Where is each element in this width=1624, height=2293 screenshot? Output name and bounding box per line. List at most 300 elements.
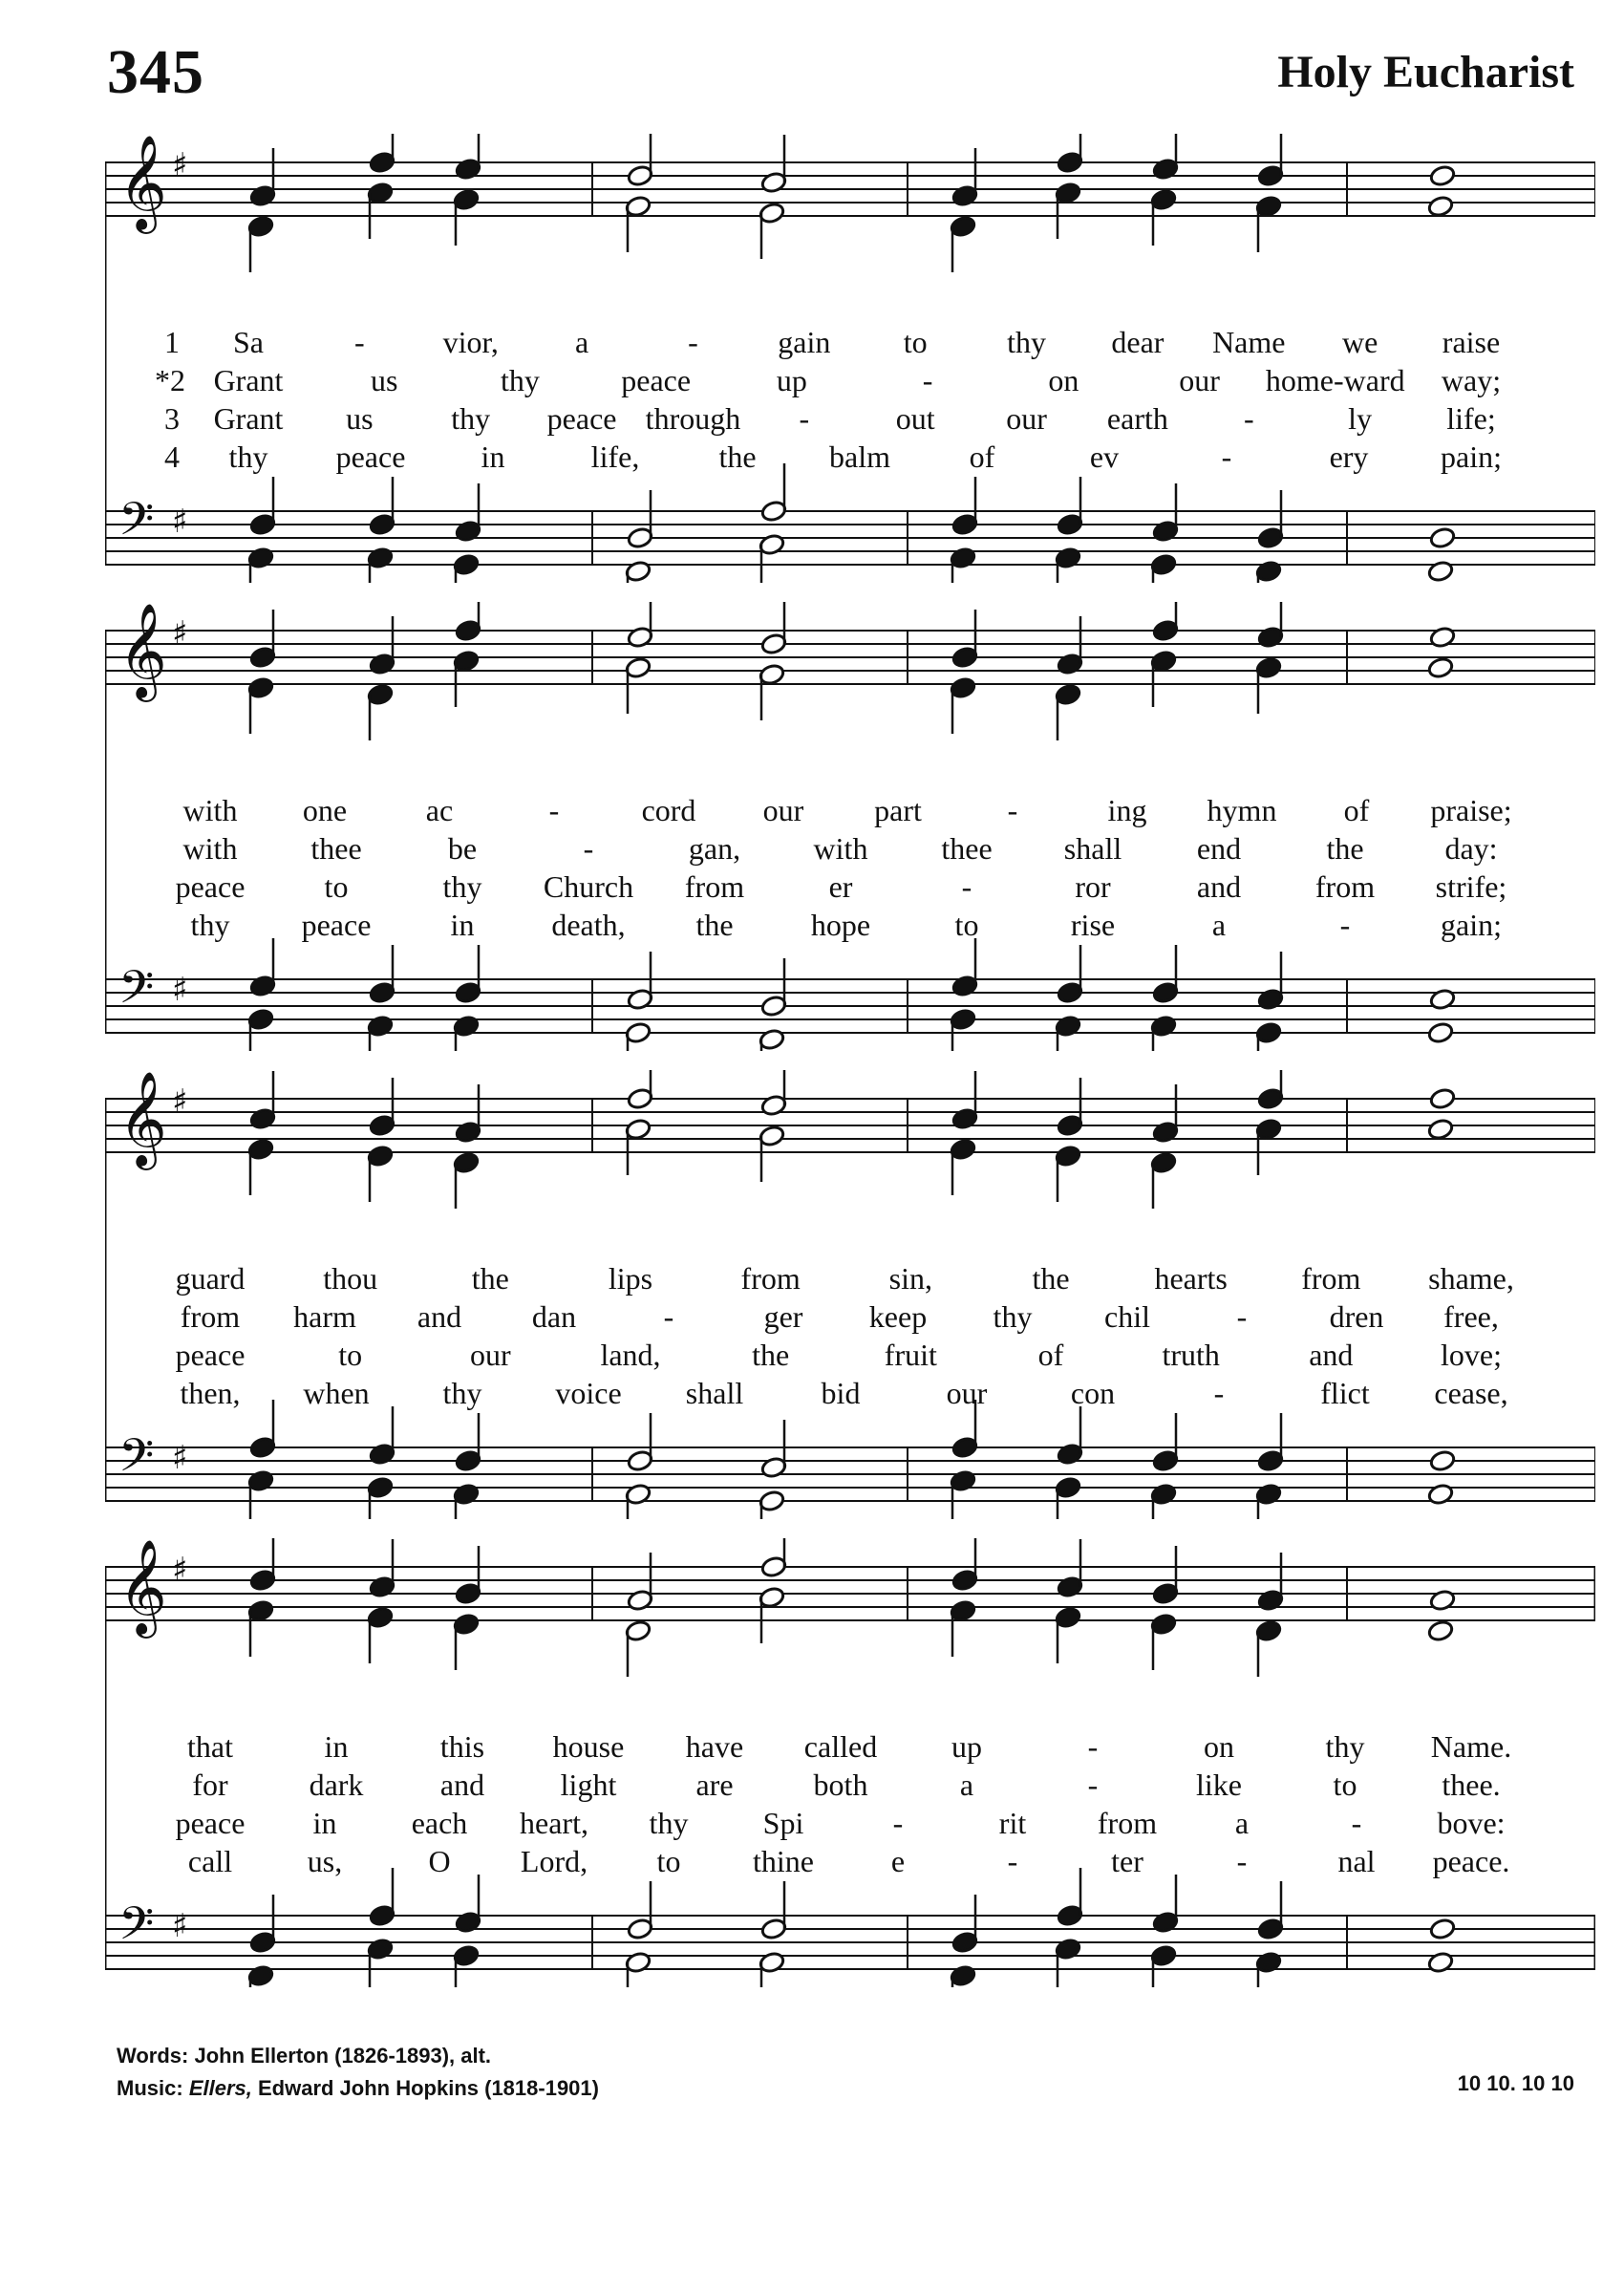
note-icon bbox=[247, 215, 274, 272]
verse-lyrics bbox=[105, 325, 1595, 487]
syllable: we bbox=[1341, 325, 1378, 359]
syllable: bid bbox=[821, 1376, 861, 1410]
note-icon bbox=[1427, 1021, 1454, 1044]
syllable: the bbox=[718, 439, 757, 474]
note-icon bbox=[1057, 1078, 1083, 1137]
lyric-line bbox=[105, 439, 1595, 478]
syllable: to bbox=[324, 869, 349, 904]
hyphen: - bbox=[1221, 439, 1232, 474]
note-icon bbox=[1152, 602, 1179, 642]
syllable: voice bbox=[555, 1376, 622, 1410]
note-icon bbox=[1429, 988, 1456, 1011]
syllable: er bbox=[828, 869, 853, 904]
syllable: life; bbox=[1446, 401, 1496, 436]
section-title: Holy Eucharist bbox=[1277, 47, 1574, 97]
syllable: and bbox=[439, 1768, 485, 1802]
bass-clef-icon: 𝄢 bbox=[118, 1428, 155, 1493]
note-icon bbox=[249, 1538, 276, 1592]
note-icon bbox=[759, 202, 785, 259]
bass-clef-icon: 𝄢 bbox=[118, 1897, 155, 1961]
note-icon bbox=[1152, 1546, 1179, 1605]
lyric-line bbox=[105, 363, 1595, 401]
lyric-line bbox=[105, 401, 1595, 439]
verse-number: *2 bbox=[155, 363, 185, 397]
note-icon bbox=[453, 650, 480, 707]
syllable: shame, bbox=[1428, 1261, 1514, 1296]
meter: 10 10. 10 10 bbox=[1457, 2071, 1574, 2095]
hyphen: - bbox=[892, 1806, 904, 1840]
note-icon bbox=[1255, 1118, 1282, 1175]
syllable: called bbox=[803, 1729, 878, 1764]
sharp-icon: ♯ bbox=[172, 971, 188, 1009]
note-icon bbox=[1255, 560, 1282, 583]
treble-clef-icon: 𝄞 bbox=[118, 135, 167, 230]
note-icon bbox=[1429, 1589, 1456, 1612]
note-icon bbox=[1429, 1918, 1456, 1940]
syllable: day: bbox=[1444, 831, 1498, 866]
syllable: have bbox=[685, 1729, 744, 1764]
syllable: to bbox=[656, 1844, 681, 1878]
note-icon bbox=[1257, 490, 1284, 549]
verse-number: 3 bbox=[164, 401, 180, 436]
syllable: a bbox=[1211, 908, 1227, 942]
note-icon bbox=[247, 1964, 274, 1987]
syllable: guard bbox=[175, 1261, 246, 1296]
lyric-line bbox=[105, 1299, 1595, 1338]
syllable: for bbox=[192, 1768, 228, 1802]
syllable: Name. bbox=[1430, 1729, 1512, 1764]
syllable: our bbox=[1179, 363, 1220, 397]
words-credit bbox=[117, 2040, 599, 2072]
syllable: from bbox=[684, 869, 745, 904]
syllable: on bbox=[1204, 1729, 1234, 1764]
syllable: house bbox=[552, 1729, 625, 1764]
note-icon bbox=[625, 1021, 652, 1051]
lyric-line bbox=[105, 831, 1595, 869]
note-icon bbox=[367, 1476, 394, 1519]
syllable: peace. bbox=[1432, 1844, 1510, 1878]
note-icon bbox=[625, 1619, 652, 1677]
syllable: our bbox=[762, 793, 804, 827]
syllable: keep bbox=[868, 1299, 928, 1334]
note-icon bbox=[1055, 1606, 1081, 1663]
syllable: thy bbox=[1325, 1729, 1365, 1764]
syllable: bove: bbox=[1437, 1806, 1506, 1840]
syllable: Name bbox=[1212, 325, 1286, 359]
hyphen: - bbox=[961, 869, 972, 904]
syllable: thee. bbox=[1442, 1768, 1501, 1802]
note-icon bbox=[1055, 1476, 1081, 1519]
music-composer: Edward John Hopkins (1818-1901) bbox=[257, 2076, 599, 2100]
syllable: flict bbox=[1320, 1376, 1370, 1410]
note-icon bbox=[1257, 952, 1284, 1011]
note-icon bbox=[1255, 1021, 1282, 1051]
syllable: shall bbox=[1063, 831, 1122, 866]
note-icon bbox=[1057, 616, 1083, 675]
hymn-number: 345 bbox=[107, 37, 204, 107]
sharp-icon: ♯ bbox=[172, 1907, 188, 1945]
note-icon bbox=[1429, 626, 1456, 649]
syllable: hymn bbox=[1207, 793, 1277, 827]
hyphen: - bbox=[1236, 1844, 1248, 1878]
treble-clef-icon: 𝄞 bbox=[118, 1071, 167, 1167]
syllable: sin, bbox=[888, 1261, 932, 1296]
syllable: raise bbox=[1442, 325, 1501, 359]
syllable: through bbox=[645, 401, 741, 436]
note-icon bbox=[1427, 1118, 1454, 1141]
syllable: con bbox=[1070, 1376, 1116, 1410]
syllable: lips bbox=[608, 1261, 653, 1296]
syllable: thine bbox=[753, 1844, 814, 1878]
note-icon bbox=[369, 1539, 395, 1598]
syllable: ery bbox=[1329, 439, 1369, 474]
music-label: Music: bbox=[117, 2076, 183, 2100]
note-icon bbox=[625, 560, 652, 583]
note-icon bbox=[369, 1078, 395, 1137]
sharp-icon: ♯ bbox=[172, 1551, 188, 1589]
note-icon bbox=[759, 1586, 785, 1643]
note-icon bbox=[453, 1944, 480, 1987]
note-icon bbox=[950, 676, 976, 734]
syllable: dren bbox=[1329, 1299, 1384, 1334]
note-icon bbox=[1427, 656, 1454, 679]
syllable: ing bbox=[1107, 793, 1147, 827]
syllable: then, bbox=[180, 1376, 241, 1410]
syllable: dan bbox=[531, 1299, 577, 1334]
note-icon bbox=[1257, 1553, 1284, 1612]
syllable: thy bbox=[442, 1376, 482, 1410]
sharp-icon: ♯ bbox=[172, 614, 188, 653]
syllable: O bbox=[428, 1844, 451, 1878]
syllable: our bbox=[1006, 401, 1047, 436]
note-icon bbox=[1055, 1938, 1081, 1987]
treble-staff bbox=[105, 603, 1595, 702]
syllable: with bbox=[182, 793, 238, 827]
syllable: free, bbox=[1443, 1299, 1499, 1334]
syllable: on bbox=[1048, 363, 1079, 397]
syllable: peace bbox=[175, 1338, 246, 1372]
bass-clef-icon: 𝄢 bbox=[118, 492, 155, 557]
syllable: from bbox=[1301, 1261, 1361, 1296]
note-icon bbox=[367, 1606, 394, 1663]
note-icon bbox=[455, 483, 481, 543]
note-icon bbox=[950, 1964, 976, 1987]
syllable: strife; bbox=[1435, 869, 1507, 904]
syllable: the bbox=[1326, 831, 1364, 866]
syllable: one bbox=[302, 793, 348, 827]
syllable: home-ward bbox=[1265, 363, 1405, 397]
note-icon bbox=[453, 553, 480, 583]
note-icon bbox=[367, 683, 394, 740]
note-icon bbox=[627, 602, 653, 649]
note-icon bbox=[950, 1008, 976, 1051]
hyphen: - bbox=[922, 363, 933, 397]
treble-clef-icon: 𝄞 bbox=[118, 603, 167, 698]
note-icon bbox=[760, 602, 787, 655]
syllable: and bbox=[417, 1299, 462, 1334]
note-icon bbox=[759, 663, 785, 720]
syllable: to bbox=[903, 325, 928, 359]
syllable: from bbox=[740, 1261, 801, 1296]
note-icon bbox=[1427, 1951, 1454, 1974]
syllable: and bbox=[1196, 869, 1242, 904]
note-icon bbox=[1055, 683, 1081, 740]
syllable: out bbox=[895, 401, 935, 436]
note-icon bbox=[627, 134, 653, 187]
hyphen: - bbox=[1007, 1844, 1018, 1878]
syllable: thou bbox=[323, 1261, 378, 1296]
syllable: thy bbox=[649, 1806, 689, 1840]
syllable: hearts bbox=[1154, 1261, 1228, 1296]
note-icon bbox=[453, 1613, 480, 1670]
syllable: call bbox=[187, 1844, 233, 1878]
syllable: the bbox=[695, 908, 734, 942]
syllable: and bbox=[1309, 1338, 1354, 1372]
syllable: of bbox=[1343, 793, 1370, 827]
note-icon bbox=[760, 1538, 787, 1578]
note-icon bbox=[249, 148, 276, 207]
treble-staff bbox=[105, 135, 1595, 234]
syllable: rise bbox=[1070, 908, 1116, 942]
syllable: Grant bbox=[213, 401, 284, 436]
note-icon bbox=[951, 1071, 978, 1130]
syllable: us bbox=[370, 363, 398, 397]
note-icon bbox=[247, 1008, 274, 1051]
syllable: to bbox=[954, 908, 979, 942]
note-icon bbox=[759, 1489, 785, 1519]
music-system bbox=[105, 134, 1595, 583]
bass-staff bbox=[105, 492, 1595, 565]
words-label: Words: bbox=[117, 2044, 189, 2068]
hyphen: - bbox=[1243, 401, 1254, 436]
hyphen: - bbox=[583, 831, 594, 866]
lyric-line bbox=[105, 1806, 1595, 1844]
sharp-icon: ♯ bbox=[172, 1082, 188, 1121]
syllable: harm bbox=[293, 1299, 356, 1334]
syllable: to bbox=[338, 1338, 363, 1372]
syllable: death, bbox=[551, 908, 626, 942]
syllable: Grant bbox=[213, 363, 284, 397]
syllable: life, bbox=[590, 439, 640, 474]
note-icon bbox=[625, 195, 652, 252]
note-icon bbox=[247, 1138, 274, 1195]
syllable: rit bbox=[998, 1806, 1027, 1840]
syllable: are bbox=[695, 1768, 734, 1802]
syllable: thee bbox=[941, 831, 993, 866]
note-icon bbox=[455, 134, 481, 181]
note-icon bbox=[760, 135, 787, 194]
syllable: up bbox=[776, 363, 807, 397]
syllable: this bbox=[439, 1729, 485, 1764]
note-icon bbox=[760, 1070, 787, 1117]
note-icon bbox=[249, 610, 276, 669]
syllable: dear bbox=[1111, 325, 1165, 359]
note-icon bbox=[1152, 483, 1179, 543]
sharp-icon: ♯ bbox=[172, 1439, 188, 1477]
lyric-line bbox=[105, 1376, 1595, 1414]
note-icon bbox=[627, 490, 653, 549]
note-icon bbox=[1257, 134, 1284, 187]
note-icon bbox=[627, 1553, 653, 1612]
syllable: vior, bbox=[442, 325, 499, 359]
syllable: fruit bbox=[884, 1338, 937, 1372]
syllable: our bbox=[946, 1376, 988, 1410]
note-icon bbox=[1152, 1084, 1179, 1144]
music-credit bbox=[117, 2072, 599, 2105]
syllable: of bbox=[1037, 1338, 1064, 1372]
note-icon bbox=[1057, 1539, 1083, 1598]
hyphen: - bbox=[1339, 908, 1351, 942]
syllable: shall bbox=[685, 1376, 744, 1410]
bass-staff bbox=[105, 960, 1595, 1033]
note-icon bbox=[247, 676, 274, 734]
syllable: with bbox=[182, 831, 238, 866]
syllable: ror bbox=[1075, 869, 1111, 904]
treble-clef-icon: 𝄞 bbox=[118, 1539, 167, 1635]
hyphen: - bbox=[1007, 793, 1018, 827]
verse-lyrics bbox=[105, 793, 1595, 955]
hyphen: - bbox=[1087, 1768, 1099, 1802]
syllable: e bbox=[890, 1844, 906, 1878]
lyric-line bbox=[105, 869, 1595, 908]
note-icon bbox=[247, 1599, 274, 1657]
syllable: from bbox=[180, 1299, 241, 1334]
syllable: like bbox=[1196, 1768, 1242, 1802]
syllable: hope bbox=[810, 908, 871, 942]
syllable: nal bbox=[1337, 1844, 1376, 1878]
note-icon bbox=[1257, 602, 1284, 649]
verse-lyrics bbox=[105, 1261, 1595, 1424]
note-icon bbox=[627, 952, 653, 1011]
note-icon bbox=[759, 533, 785, 583]
syllable: up bbox=[951, 1729, 982, 1764]
lyric-line bbox=[105, 325, 1595, 363]
syllable: of bbox=[969, 439, 995, 474]
note-icon bbox=[249, 1895, 276, 1954]
syllable: peace bbox=[546, 401, 617, 436]
hyphen: - bbox=[1236, 1299, 1248, 1334]
syllable: thy bbox=[500, 363, 540, 397]
verse-number: 4 bbox=[164, 439, 180, 474]
note-icon bbox=[455, 1546, 481, 1605]
verse-number: 1 bbox=[164, 325, 180, 359]
note-icon bbox=[1427, 1619, 1454, 1642]
lyric-line bbox=[105, 1338, 1595, 1376]
syllable: Church bbox=[543, 869, 634, 904]
note-icon bbox=[951, 610, 978, 669]
syllable: in bbox=[481, 439, 505, 474]
syllable: way; bbox=[1441, 363, 1502, 397]
note-icon bbox=[1150, 553, 1177, 583]
syllable: the bbox=[471, 1261, 509, 1296]
syllable: Lord, bbox=[520, 1844, 588, 1878]
note-icon bbox=[1429, 1087, 1456, 1110]
syllable: both bbox=[813, 1768, 868, 1802]
sharp-icon: ♯ bbox=[172, 503, 188, 541]
syllable: gain bbox=[778, 325, 831, 359]
note-icon bbox=[951, 1538, 978, 1592]
syllable: the bbox=[752, 1338, 790, 1372]
credits bbox=[117, 2040, 599, 2105]
syllable: be bbox=[447, 831, 478, 866]
bass-staff bbox=[105, 1428, 1595, 1501]
syllable: gan, bbox=[688, 831, 741, 866]
syllable: ev bbox=[1089, 439, 1120, 474]
hyphen: - bbox=[799, 401, 810, 436]
note-icon bbox=[1429, 526, 1456, 549]
note-icon bbox=[760, 1420, 787, 1479]
syllable: from bbox=[1097, 1806, 1158, 1840]
note-icon bbox=[1150, 1613, 1177, 1670]
note-icon bbox=[760, 958, 787, 1018]
syllable: earth bbox=[1106, 401, 1168, 436]
syllable: a bbox=[574, 325, 589, 359]
note-icon bbox=[369, 616, 395, 675]
hyphen: - bbox=[354, 325, 365, 359]
lyric-line bbox=[105, 908, 1595, 946]
note-icon bbox=[1152, 134, 1179, 181]
treble-staff bbox=[105, 1539, 1595, 1639]
syllable: balm bbox=[829, 439, 890, 474]
hyphen: - bbox=[548, 793, 560, 827]
syllable: ly bbox=[1348, 401, 1373, 436]
syllable: truth bbox=[1162, 1338, 1220, 1372]
syllable: peace bbox=[301, 908, 372, 942]
note-icon bbox=[1429, 1449, 1456, 1472]
note-icon bbox=[950, 215, 976, 272]
syllable: pain; bbox=[1441, 439, 1502, 474]
note-icon bbox=[1427, 560, 1454, 583]
hyphen: - bbox=[663, 1299, 674, 1334]
syllable: in bbox=[312, 1806, 337, 1840]
bass-staff bbox=[105, 1897, 1595, 1969]
music-system bbox=[105, 1538, 1595, 1987]
syllable: cord bbox=[641, 793, 696, 827]
syllable: thee bbox=[310, 831, 362, 866]
syllable: thy bbox=[1007, 325, 1046, 359]
note-icon bbox=[627, 1070, 653, 1110]
syllable: peace bbox=[335, 439, 406, 474]
note-icon bbox=[453, 1151, 480, 1209]
syllable: light bbox=[560, 1768, 617, 1802]
note-icon bbox=[950, 1599, 976, 1657]
syllable: a bbox=[959, 1768, 974, 1802]
note-icon bbox=[950, 1138, 976, 1195]
note-icon bbox=[1255, 1619, 1282, 1677]
syllable: gain; bbox=[1441, 908, 1502, 942]
note-icon bbox=[1429, 164, 1456, 187]
music-system bbox=[105, 602, 1595, 1051]
music-system bbox=[105, 1070, 1595, 1519]
note-icon bbox=[369, 134, 395, 174]
syllable: our bbox=[470, 1338, 511, 1372]
syllable: thy bbox=[993, 1299, 1033, 1334]
verse-lyrics bbox=[105, 1729, 1595, 1892]
words-author: John Ellerton (1826-1893), alt. bbox=[194, 2044, 492, 2068]
syllable: Sa bbox=[233, 325, 264, 359]
syllable: a bbox=[1234, 1806, 1250, 1840]
note-icon bbox=[249, 1071, 276, 1130]
hyphen: - bbox=[688, 325, 698, 359]
syllable: cease, bbox=[1434, 1376, 1508, 1410]
syllable: praise; bbox=[1430, 793, 1512, 827]
syllable: ger bbox=[763, 1299, 803, 1334]
syllable: thy bbox=[190, 908, 230, 942]
syllable: chil bbox=[1104, 1299, 1150, 1334]
note-icon bbox=[367, 182, 394, 239]
syllable: end bbox=[1196, 831, 1242, 866]
note-icon bbox=[455, 602, 481, 642]
